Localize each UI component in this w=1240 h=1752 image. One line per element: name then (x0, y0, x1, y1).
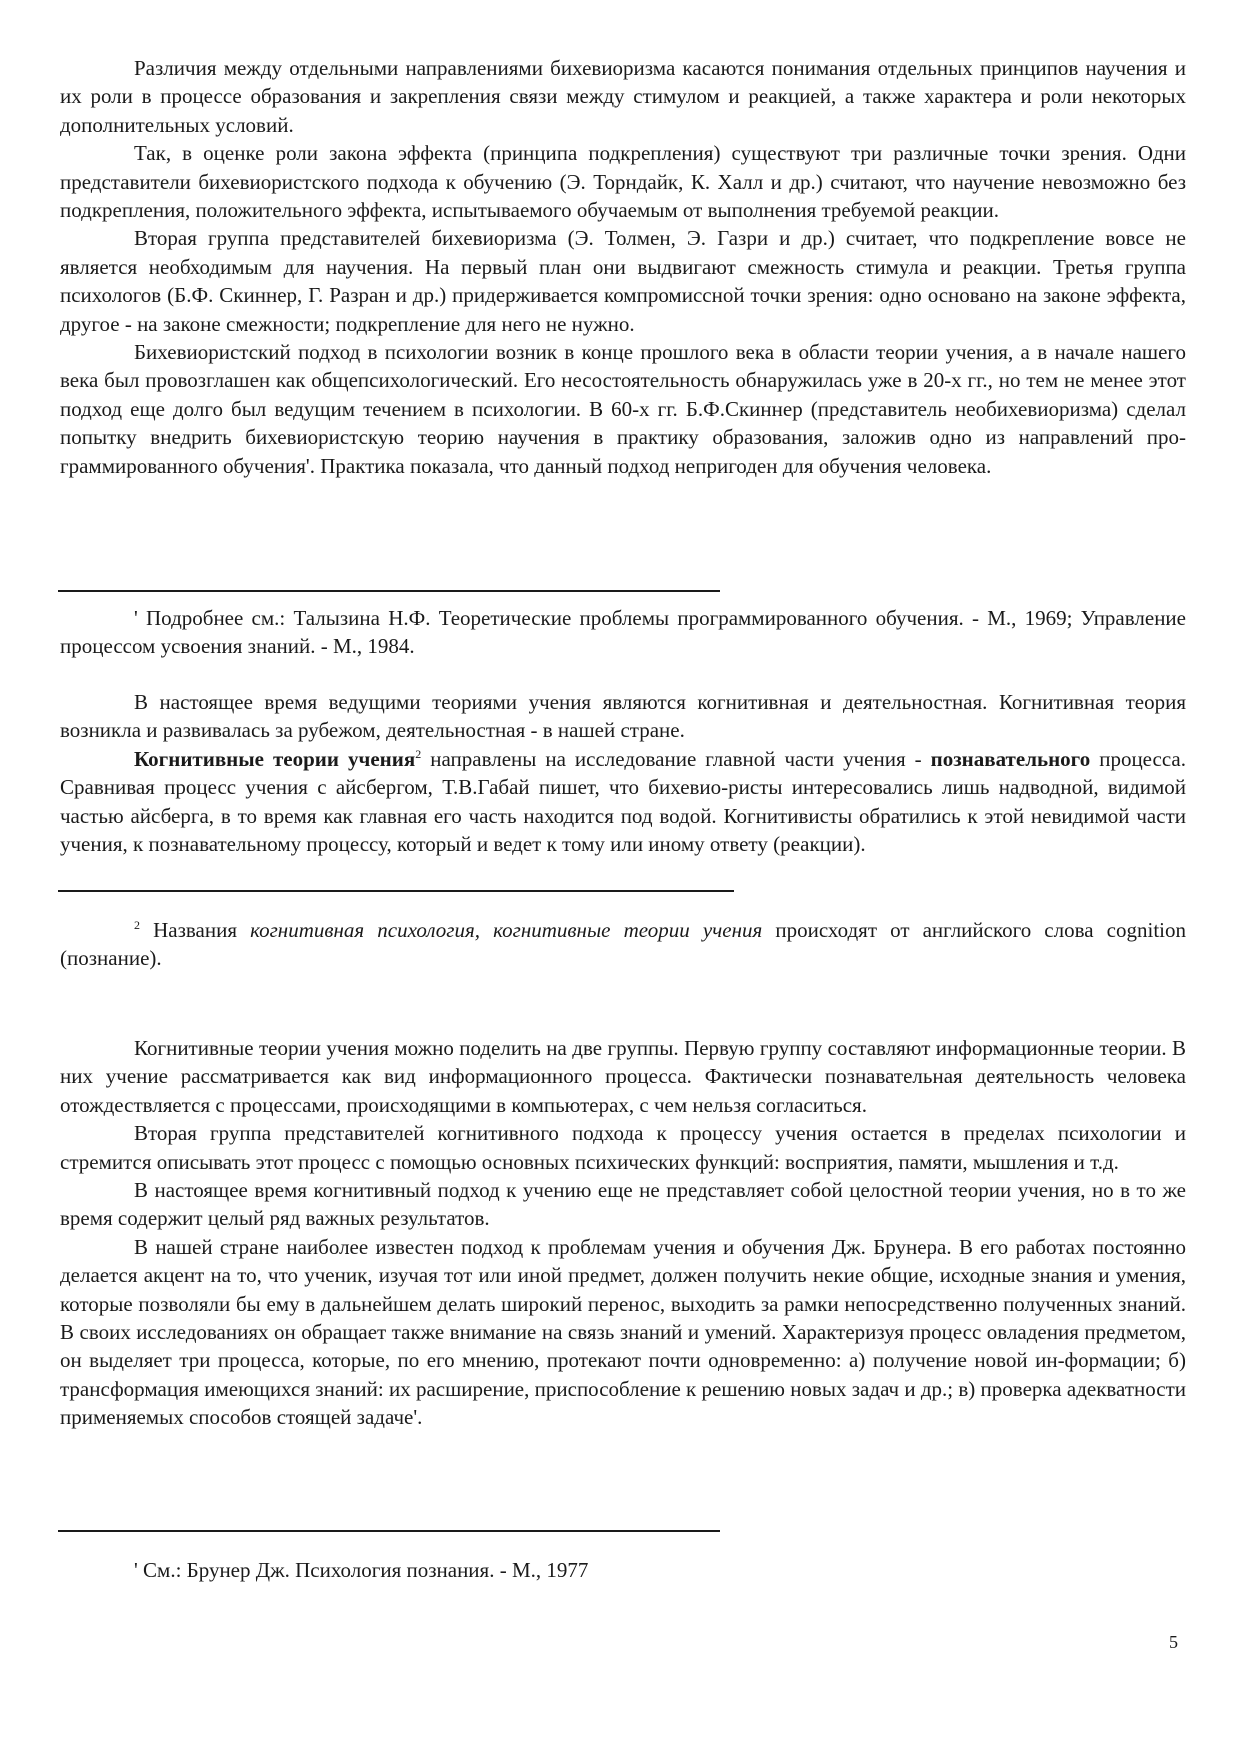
text-run: процесса. Сравнивая процесс учения с айсбергом, Т.В.Габай пишет, что бихевио-ристы интересовались лишь надводной, видимой частью айсберга, в то время как главная его часть находится под водой. Когнитивисты обратились к этой невидимой части учения, к познавательному процессу, который и ведет к тому или иному ответу (реакции). (60, 746, 1186, 857)
paragraph: Так, в оценке роли закона эффекта (принципа подкрепления) существуют три различные точки зрения. Одни представители бихевиористского подхода к обучению (Э. Торндайк, К. Халл и др.) считают, что научение невозможно без подкрепления, положительного эффекта, испытываемого обучаемым от выполнения требуемой реакции. (60, 141, 1186, 223)
paragraph (60, 745, 1186, 859)
footnote-marker: 2 (134, 918, 140, 932)
paragraph: Различия между отдельными направлениями бихевиоризма касаются понимания отдельных принципов научения и их роли в процессе образования и закрепления связи между стимулом и реакцией, а также характера и роли некоторых дополнительных условий. (60, 56, 1186, 137)
footnote-1 (60, 604, 1186, 661)
paragraph: В нашей стране наиболее известен подход к проблемам учения и обучения Дж. Брунера. В его работах постоянно делается акцент на то, что ученик, изучая тот или иной предмет, должен получить некие общие, исходные знания и умения, которые позволяли бы ему в дальнейшем делать широкий перенос, выходить за рамки непосредственно полученных знаний. В своих исследованиях он обращает также внимание на связь знаний и умений. Характеризуя процесс овладения предметом, он выделяет три процесса, которые, по его мнению, протекают почти одновременно: а) получение новой ин-формации; б) трансформация имеющихся знаний: их расширение, приспособление к решению новых задач и др.; в) проверка адекватности применяемых способов стоящей задаче'. (60, 1234, 1186, 1430)
text-block-cognitive-theories (60, 1034, 1186, 1432)
footnote-separator-1 (58, 590, 720, 592)
footnote-text: ' Подробнее см.: Талызина Н.Ф. Теоретические проблемы программированного обучения. - М., 1969; Управление процессом усвоения знаний. - М., 1984. (60, 606, 1186, 659)
bold-term: познавательного (930, 746, 1091, 771)
footnote-3 (60, 1556, 1186, 1584)
footnote-text (60, 916, 1186, 973)
paragraph: Вторая группа представителей когнитивного подхода к процессу учения остается в пределах психологии и стремится описывать этот процесс с помощью основных психических функций: восприятия, памяти, мышления и т.д. (60, 1121, 1186, 1174)
text-run: направлены на исследование главной части учения - (421, 746, 931, 771)
paragraph: Бихевиористский подход в психологии возник в конце прошлого века в области теории учения, а в начале нашего века был провозглашен как общепсихологический. Его несостоятельность обнаружилась уже в 20-х гг., но тем не менее этот подход еще долго был ведущим течением в психологии. В 60-х гг. Б.Ф.Скиннер (представитель необихевиоризма) сделал попытку внедрить бихевиористскую теорию научения в практику образования, заложив одно из направлений про-граммированного обучения'. Практика показала, что данный подход непригоден для обучения человека. (60, 340, 1186, 478)
page-number: 5 (1169, 1632, 1178, 1652)
text-block-cognitive (60, 688, 1186, 858)
footnote-2 (60, 916, 1186, 973)
footnote-separator-2 (58, 890, 734, 892)
footnote-separator-3 (58, 1530, 720, 1532)
italic-term: когнитивная психология, когнитивные теории учения (250, 918, 763, 942)
paragraph: В настоящее время ведущими теориями учения являются когнитивная и деятельностная. Когнитивная теория возникла и развивалась за рубежом, деятельностная - в нашей стране. (60, 690, 1186, 743)
footnote-text: ' См.: Брунер Дж. Психология познания. - М., 1977 (134, 1558, 589, 1582)
paragraph: В настоящее время когнитивный подход к учению еще не представляет собой целостной теории учения, но в то же время содержит целый ряд важных результатов. (60, 1178, 1186, 1231)
paragraph: Когнитивные теории учения можно поделить на две группы. Первую группу составляют информационные теории. В них учение рассматривается как вид информационного процесса. Фактически познавательная деятельность человека отождествляется с процессами, происходящими в компьютерах, с чем нельзя согласиться. (60, 1036, 1186, 1117)
text-block-behaviorism (60, 54, 1186, 480)
text-run: Названия (140, 918, 251, 942)
text-run: происходят от английского слова cognition (познание). (60, 918, 1186, 971)
paragraph: Вторая группа представителей бихевиоризма (Э. Толмен, Э. Газри и др.) считает, что подкрепление вовсе не является необходимым для научения. На первый план они выдвигают смежность стимула и реакции. Третья группа психологов (Б.Ф. Скиннер, Г. Разран и др.) придерживается компромиссной точки зрения: одно основано на законе эффекта, другое - на законе смежности; подкрепление для него не нужно. (60, 226, 1186, 336)
bold-term: Когнитивные теории учения (134, 746, 416, 771)
footnote-marker: 2 (415, 746, 422, 761)
